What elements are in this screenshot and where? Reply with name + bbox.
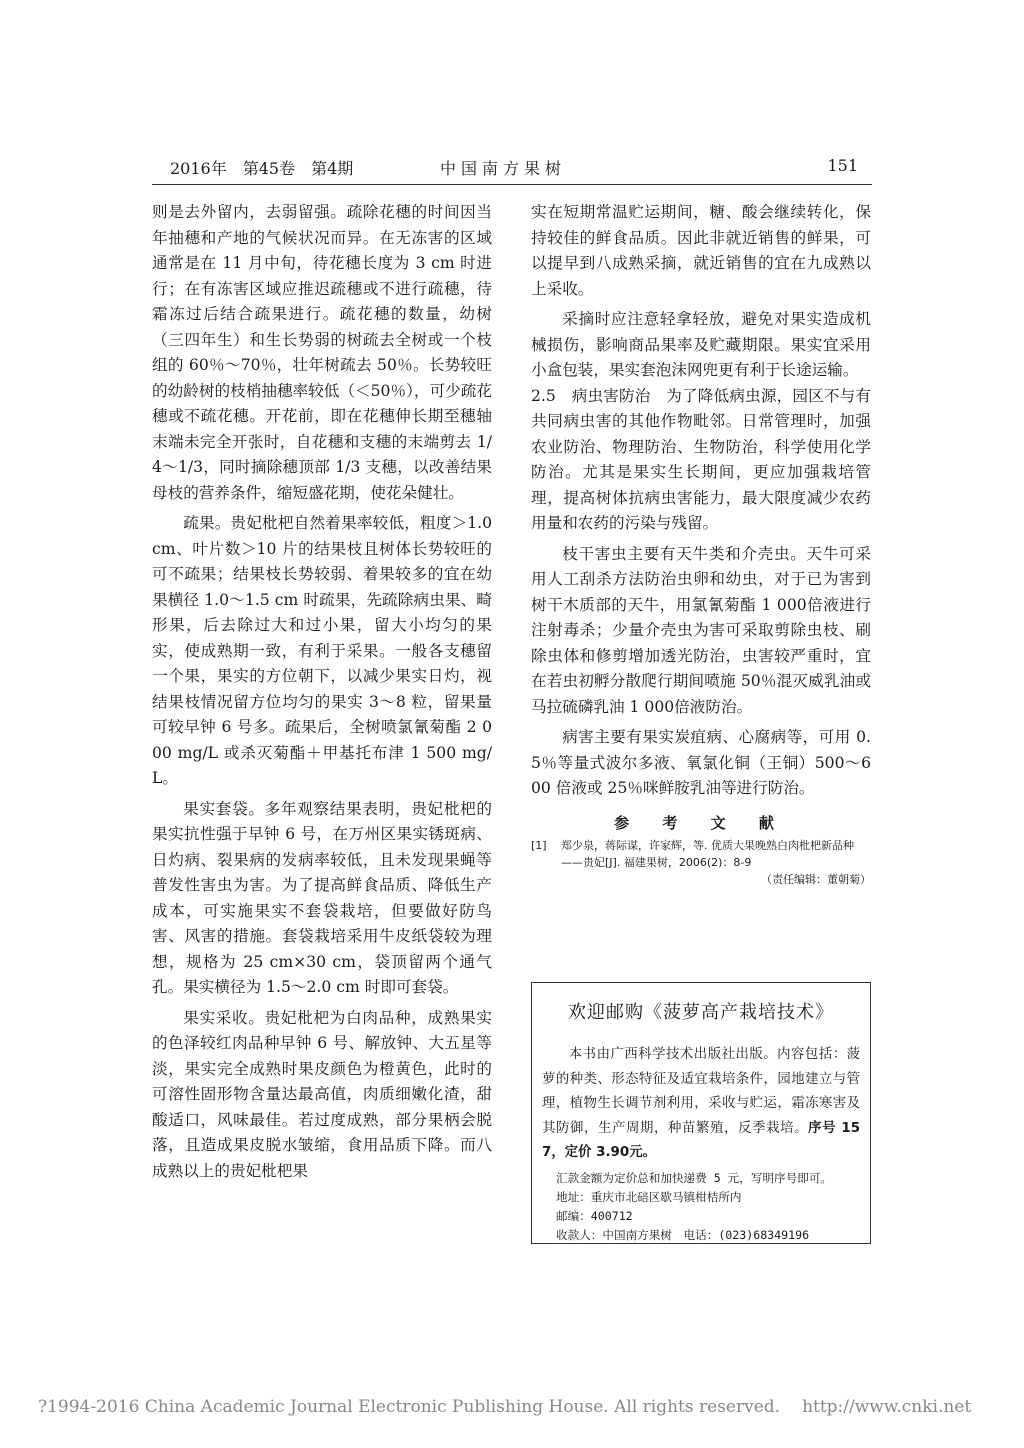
- reference-number: [1]: [531, 838, 547, 852]
- reference-text: 郑少泉，蒋际谋，许家辉，等. 优质大果晚熟白肉枇杷新品种——贵妃[J]. 福建果树，2006(2)：8-9: [561, 838, 854, 869]
- advertisement-box: [531, 982, 871, 1244]
- paragraph: 果实套袋。多年观察结果表明，贵妃枇杷的果实抗性强于早钟 6 号，在万州区果实锈斑病、日灼病、裂果病的发病率较低，且未发现果蝇等普发性害虫为害。为了提高鲜食品质、降低生产成本，可实施果实不套袋栽培，但要做好防鸟害、风害的措施。套袋栽培采用牛皮纸袋较为理想，规格为 25 cm×30 cm，袋顶留两个通气孔。果实横径为 1.5～2.0 cm 时即可套袋。: [152, 799, 492, 996]
- copyright-text: ?1994-2016 China Academic Journal Electronic Publishing House. All rights reserved.: [38, 1397, 781, 1417]
- ad-order-info: [556, 1169, 862, 1245]
- ad-info-line: 地址：重庆市北碚区歇马镇柑桔所内: [556, 1190, 742, 1204]
- paragraph: 枝干害虫主要有天牛类和介壳虫。天牛可采用人工刮杀方法防治虫卵和幼虫，对于已为害到树干木质部的天牛，用氯氰菊酯 1 000倍液进行注射毒杀；少量介壳虫为害可采取剪除虫枝、刷除虫体和修剪增加透光防治，虫害较严重时，宜在若虫初孵分散爬行期间喷施 50％混灭威乳油或马拉硫磷乳油 1 000倍液防治。: [531, 544, 871, 716]
- paragraph: 果实采收。贵妃枇杷为白肉品种，成熟果实的色泽较红肉品种早钟 6 号、解放钟、大五星等淡，果实完全成熟时果皮颜色为橙黄色，此时的可溶性固形物含量达最高值，肉质细嫩化渣，甜酸适口，风味最佳。若过度成熟，部分果柄会脱落，且造成果皮脱水皱缩，食用品质下降。而八成熟以上的贵妃枇杷果: [152, 1008, 492, 1180]
- paragraph: 则是去外留内，去弱留强。疏除花穗的时间因当年抽穗和产地的气候状况而异。在无冻害的区域通常是在 11 月中旬，待花穗长度为 3 cm 时进行；在有冻害区域应推迟疏穗或不进行疏穗，待霜冻过后结合疏果进行。疏花穗的数量，幼树（三四年生）和生长势弱的树疏去全树或一个枝组的 60％～70％，壮年树疏去 50％。长势较旺的幼龄树的枝梢抽穗率较低（＜50％），可少疏花穗或不疏花穗。开花前，即在花穗伸长期至穗轴末端未完全开张时，自花穗和支穗的末端剪去 1/4～1/3，同时摘除穗顶部 1/3 支穗，以改善结果母枝的营养条件，缩短盛花期，使花朵健壮。: [152, 203, 492, 502]
- ad-price: 序号 157，定价 3.90元。: [542, 1120, 861, 1160]
- journal-name: 中国南方果树: [440, 159, 567, 178]
- copyright-footer: [38, 1397, 998, 1417]
- page-number: 151: [827, 156, 858, 175]
- paragraph: 病害主要有果实炭疽病、心腐病等，可用 0.5％等量式波尔多液、氧氯化铜（王铜）500～600 倍液或 25％咪鲜胺乳油等进行防治。: [531, 728, 871, 797]
- section-paragraph: 2.5 病虫害防治 为了降低病虫源，园区不与有共同病虫害的其他作物毗邻。日常管理时，加强农业防治、物理防治、生物防治，科学使用化学防治。尤其是果实生长期间，更应加强栽培管理，提高树体抗病虫害能力，最大限度减少农药用量和农药的污染与残留。: [531, 386, 871, 532]
- paragraph: 实在短期常温贮运期间，糖、酸会继续转化，保持较佳的鲜食品质。因此非就近销售的鲜果，可以提早到八成熟采摘，就近销售的宜在九成熟以上采收。: [531, 203, 871, 298]
- ad-info-line: 收款人：中国南方果树 电话：(023)68349196: [556, 1228, 810, 1242]
- left-column: [152, 200, 492, 1184]
- reference-item: [531, 837, 871, 871]
- paragraph: 采摘时应注意轻拿轻放，避免对果实造成机械损伤，影响商品果率及贮藏期限。果实宜采用小盒包装，果实套泡沫网兜更有利于长途运输。: [531, 310, 871, 379]
- running-header: [152, 150, 872, 185]
- right-column: [531, 200, 871, 889]
- ad-description: 本书由广西科学技术出版社出版。内容包括：菠萝的种类、形态特征及适宜栽培条件，园地建立与管理，植物生长调节剂利用，采收与贮运，霜冻寒害及其防御，生产周期，种苗繁殖，反季栽培。: [542, 1047, 860, 1136]
- references-heading: 参 考 文 献: [614, 813, 788, 832]
- responsible-editor: （责任编辑：董朝菊）: [761, 872, 871, 886]
- ad-title: 欢迎邮购《菠萝高产栽培技术》: [568, 1002, 834, 1023]
- issue-info: 2016年 第45卷 第4期: [170, 159, 354, 178]
- paragraph: 疏果。贵妃枇杷自然着果率较低，粗度＞1.0 cm、叶片数＞10 片的结果枝且树体长势较旺的可不疏果；结果枝长势较弱、着果较多的宜在幼果横径 1.0～1.5 cm 时疏果，先疏除病虫果、畸形果，后去除过大和过小果，留大小均匀的果实，使成熟期一致，有利于采果。一般各支穗留一个果，果实的方位朝下，以减少果实日灼，视结果枝情况留方位均匀的果实 3～8 粒，留果量可较早钟 6 号多。疏果后，全树喷氯氰菊酯 2 000 mg/L 或杀灭菊酯＋甲基托布津 1 500 mg/L。: [152, 514, 492, 787]
- footer-link[interactable]: http://www.cnki.net: [802, 1397, 972, 1417]
- ad-body: [542, 1043, 860, 1166]
- ad-info-line: 邮编：400712: [556, 1209, 633, 1223]
- ad-info-line: 汇款金额为定价总和加快递费 5 元，写明序号即可。: [556, 1171, 833, 1185]
